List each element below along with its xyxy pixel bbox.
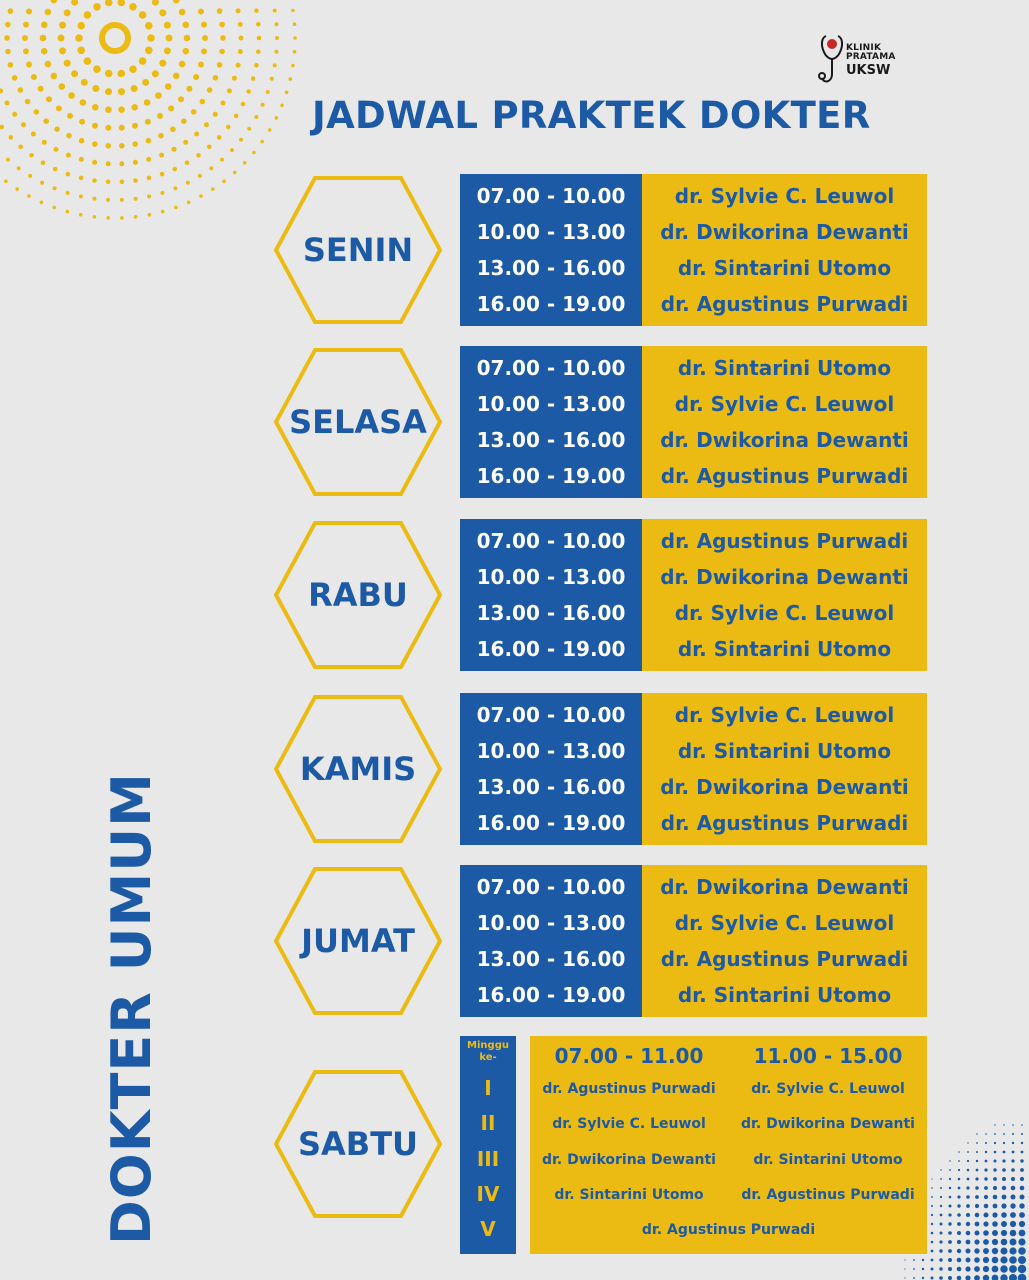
day-hexagon xyxy=(272,865,444,1017)
week-number: IV xyxy=(476,1182,500,1206)
doctor-name: dr. Dwikorina Dewanti xyxy=(660,565,909,589)
schedule-table xyxy=(460,865,927,1017)
time-slot: 07.00 - 10.00 xyxy=(476,356,626,380)
time-slot: 07.00 - 10.00 xyxy=(476,529,626,553)
doctor-name: dr. Dwikorina Dewanti xyxy=(660,220,909,244)
weeks-header xyxy=(460,1040,516,1064)
time-slot: 10.00 - 13.00 xyxy=(476,392,626,416)
time-slot: 13.00 - 16.00 xyxy=(476,947,626,971)
doctor-column xyxy=(642,865,927,1017)
saturday-doctor: dr. Agustinus Purwadi xyxy=(542,1081,716,1097)
doctor-name: dr. Agustinus Purwadi xyxy=(660,529,909,553)
doctor-name: dr. Sylvie C. Leuwol xyxy=(674,184,895,208)
doctor-name: dr. Sylvie C. Leuwol xyxy=(674,601,895,625)
time-column xyxy=(460,865,642,1017)
schedule-table xyxy=(460,174,927,326)
day-block xyxy=(272,693,927,845)
doctor-name: dr. Dwikorina Dewanti xyxy=(660,875,909,899)
day-label-senin: SENIN xyxy=(302,231,414,269)
logo-line-2: UKSW xyxy=(846,63,891,78)
schedule-table xyxy=(460,693,927,845)
clinic-logo xyxy=(818,32,928,88)
side-title: DOKTER UMUM xyxy=(100,772,163,1245)
time-slot: 16.00 - 19.00 xyxy=(476,464,626,488)
doctor-column xyxy=(642,174,927,326)
doctor-column xyxy=(642,519,927,671)
time-slot: 13.00 - 16.00 xyxy=(476,256,626,280)
doctor-name: dr. Sylvie C. Leuwol xyxy=(674,703,895,727)
doctor-name: dr. Sintarini Utomo xyxy=(677,637,892,661)
schedule-table xyxy=(460,519,927,671)
logo-line-1: KLINIK PRATAMA xyxy=(846,43,896,62)
time-slot: 13.00 - 16.00 xyxy=(476,428,626,452)
saturday-doctor: dr. Sintarini Utomo xyxy=(753,1152,903,1168)
saturday-doctor: dr. Sylvie C. Leuwol xyxy=(552,1116,706,1132)
doctor-name: dr. Sintarini Utomo xyxy=(677,739,892,763)
time-slot: 10.00 - 13.00 xyxy=(476,220,626,244)
saturday-doctor: dr. Sylvie C. Leuwol xyxy=(751,1081,905,1097)
time-column xyxy=(460,693,642,845)
time-slot: 16.00 - 19.00 xyxy=(476,637,626,661)
day-label-kamis: KAMIS xyxy=(299,750,417,788)
day-block xyxy=(272,346,927,498)
doctor-name: dr. Sylvie C. Leuwol xyxy=(674,911,895,935)
time-slot: 07.00 - 10.00 xyxy=(476,184,626,208)
time-slot: 16.00 - 19.00 xyxy=(476,811,626,835)
day-label-jumat: JUMAT xyxy=(301,922,415,960)
doctor-name: dr. Agustinus Purwadi xyxy=(660,947,909,971)
week-number: I xyxy=(484,1076,492,1100)
week-number: V xyxy=(480,1217,496,1241)
doctor-name: dr. Dwikorina Dewanti xyxy=(660,428,909,452)
day-label-selasa: SELASA xyxy=(289,403,427,441)
day-label-sabtu: SABTU xyxy=(297,1125,418,1163)
day-hexagon xyxy=(272,346,444,498)
doctor-column xyxy=(642,346,927,498)
time-slot: 07.00 - 10.00 xyxy=(476,875,626,899)
time-slot: 10.00 - 13.00 xyxy=(476,911,626,935)
doctor-column xyxy=(642,693,927,845)
day-block xyxy=(272,174,927,326)
day-hexagon xyxy=(272,519,444,671)
stethoscope-icon xyxy=(818,32,848,88)
time-column xyxy=(460,519,642,671)
day-hexagon xyxy=(272,693,444,845)
doctor-name: dr. Sintarini Utomo xyxy=(677,983,892,1007)
day-hexagon xyxy=(272,174,444,326)
doctor-name: dr. Dwikorina Dewanti xyxy=(660,775,909,799)
saturday-table xyxy=(530,1036,927,1254)
week-column xyxy=(460,1036,516,1254)
week-number: III xyxy=(476,1147,500,1171)
doctor-name: dr. Sylvie C. Leuwol xyxy=(674,392,895,416)
time-slot: 10.00 - 13.00 xyxy=(476,565,626,589)
time-slot: 07.00 - 10.00 xyxy=(476,703,626,727)
saturday-doctor: dr. Agustinus Purwadi xyxy=(741,1187,915,1203)
saturday-doctor: dr. Dwikorina Dewanti xyxy=(542,1152,716,1168)
weeks-header-line-1: Minggu xyxy=(467,1040,509,1051)
time-slot: 10.00 - 13.00 xyxy=(476,739,626,763)
schedule-table xyxy=(460,346,927,498)
day-block xyxy=(272,519,927,671)
day-label-rabu: RABU xyxy=(308,576,408,614)
doctor-name: dr. Agustinus Purwadi xyxy=(660,464,909,488)
saturday-doctor: dr. Dwikorina Dewanti xyxy=(741,1116,915,1132)
day-block xyxy=(272,865,927,1017)
day-hexagon xyxy=(272,1068,444,1220)
saturday-doctor: dr. Sintarini Utomo xyxy=(554,1187,704,1203)
time-slot: 13.00 - 16.00 xyxy=(476,601,626,625)
slot-header: 07.00 - 11.00 xyxy=(554,1044,704,1068)
doctor-name: dr. Agustinus Purwadi xyxy=(660,292,909,316)
time-slot: 13.00 - 16.00 xyxy=(476,775,626,799)
time-slot: 16.00 - 19.00 xyxy=(476,983,626,1007)
slot-header: 11.00 - 15.00 xyxy=(753,1044,903,1068)
saturday-doctor: dr. Agustinus Purwadi xyxy=(641,1222,816,1238)
page-title: JADWAL PRAKTEK DOKTER xyxy=(312,94,871,137)
week-number: II xyxy=(480,1111,496,1135)
decorative-dot-circle xyxy=(0,0,300,230)
time-column xyxy=(460,174,642,326)
doctor-name: dr. Agustinus Purwadi xyxy=(660,811,909,835)
time-column xyxy=(460,346,642,498)
saturday-block xyxy=(272,1036,927,1254)
doctor-name: dr. Sintarini Utomo xyxy=(677,256,892,280)
time-slot: 16.00 - 19.00 xyxy=(476,292,626,316)
doctor-name: dr. Sintarini Utomo xyxy=(677,356,892,380)
weeks-header-line-2: ke- xyxy=(479,1052,497,1063)
